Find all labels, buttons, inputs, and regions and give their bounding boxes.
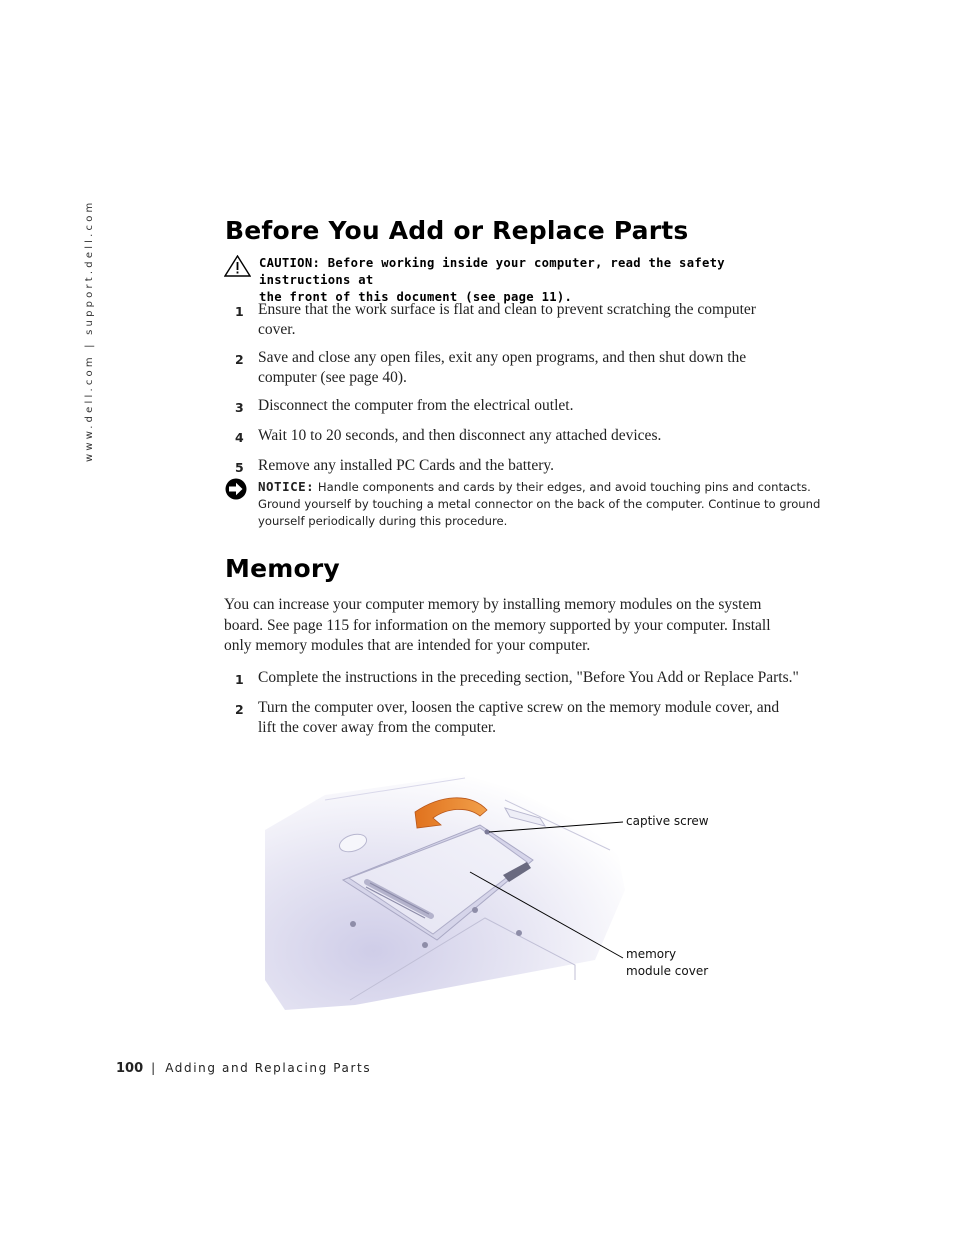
memory-intro-paragraph: You can increase your computer memory by installing memory modules on the system board. See page 115 for information on the memory supported by your computer. Install only memory modules that are intended for your computer. (224, 596, 771, 654)
list-item: 2 Save and close any open files, exit any open programs, and then shut down the computer (see page 40). (224, 348, 824, 388)
memory-steps-list (224, 668, 824, 738)
caution-text: CAUTION: Before working inside your computer, read the safety instructions at the front of this document (see page 11). (259, 256, 725, 304)
page-number: 100 (116, 1061, 144, 1076)
callout-captive-screw: captive screw (626, 814, 709, 828)
footer-separator: | (151, 1061, 156, 1075)
section-title-before-you-add: Before You Add or Replace Parts (225, 216, 689, 245)
caution-block (224, 255, 824, 306)
section-title-memory: Memory (225, 554, 340, 583)
memory-cover-illustration (265, 770, 725, 1015)
list-item: 2 Turn the computer over, loosen the captive screw on the memory module cover, and lift the cover away from the computer. (224, 698, 824, 738)
side-url: www.dell.com | support.dell.com (84, 199, 95, 462)
list-item: 5 Remove any installed PC Cards and the battery. (224, 456, 824, 478)
warning-triangle-icon (224, 255, 251, 282)
step-number: 1 (235, 304, 244, 319)
prep-steps-list (224, 300, 824, 478)
step-number: 5 (235, 460, 244, 475)
notice-block (224, 478, 824, 530)
notice-label: NOTICE: (258, 479, 315, 494)
footer-section-name: Adding and Replacing Parts (165, 1061, 372, 1075)
notice-text: NOTICE: Handle components and cards by their edges, and avoid touching pins and contacts. Ground yourself by touching a metal connector on the back of the computer. Continue to ground yourself periodically during this procedure. (258, 479, 821, 528)
step-number: 2 (235, 702, 244, 717)
list-item: 3 Disconnect the computer from the electrical outlet. (224, 396, 824, 418)
captive-screw-point (485, 830, 490, 835)
step-number: 1 (235, 672, 244, 687)
list-item: 1 Ensure that the work surface is flat and clean to prevent scratching the computer cover. (224, 300, 824, 340)
callout-memory-module-cover: memory module cover (626, 947, 709, 978)
step-number: 2 (235, 352, 244, 367)
page-footer (116, 1061, 371, 1076)
step-number: 4 (235, 430, 244, 445)
notice-arrow-icon (224, 478, 248, 530)
list-item: 1 Complete the instructions in the preceding section, "Before You Add or Replace Parts." (224, 668, 824, 690)
step-number: 3 (235, 400, 244, 415)
list-item: 4 Wait 10 to 20 seconds, and then disconnect any attached devices. (224, 426, 824, 448)
